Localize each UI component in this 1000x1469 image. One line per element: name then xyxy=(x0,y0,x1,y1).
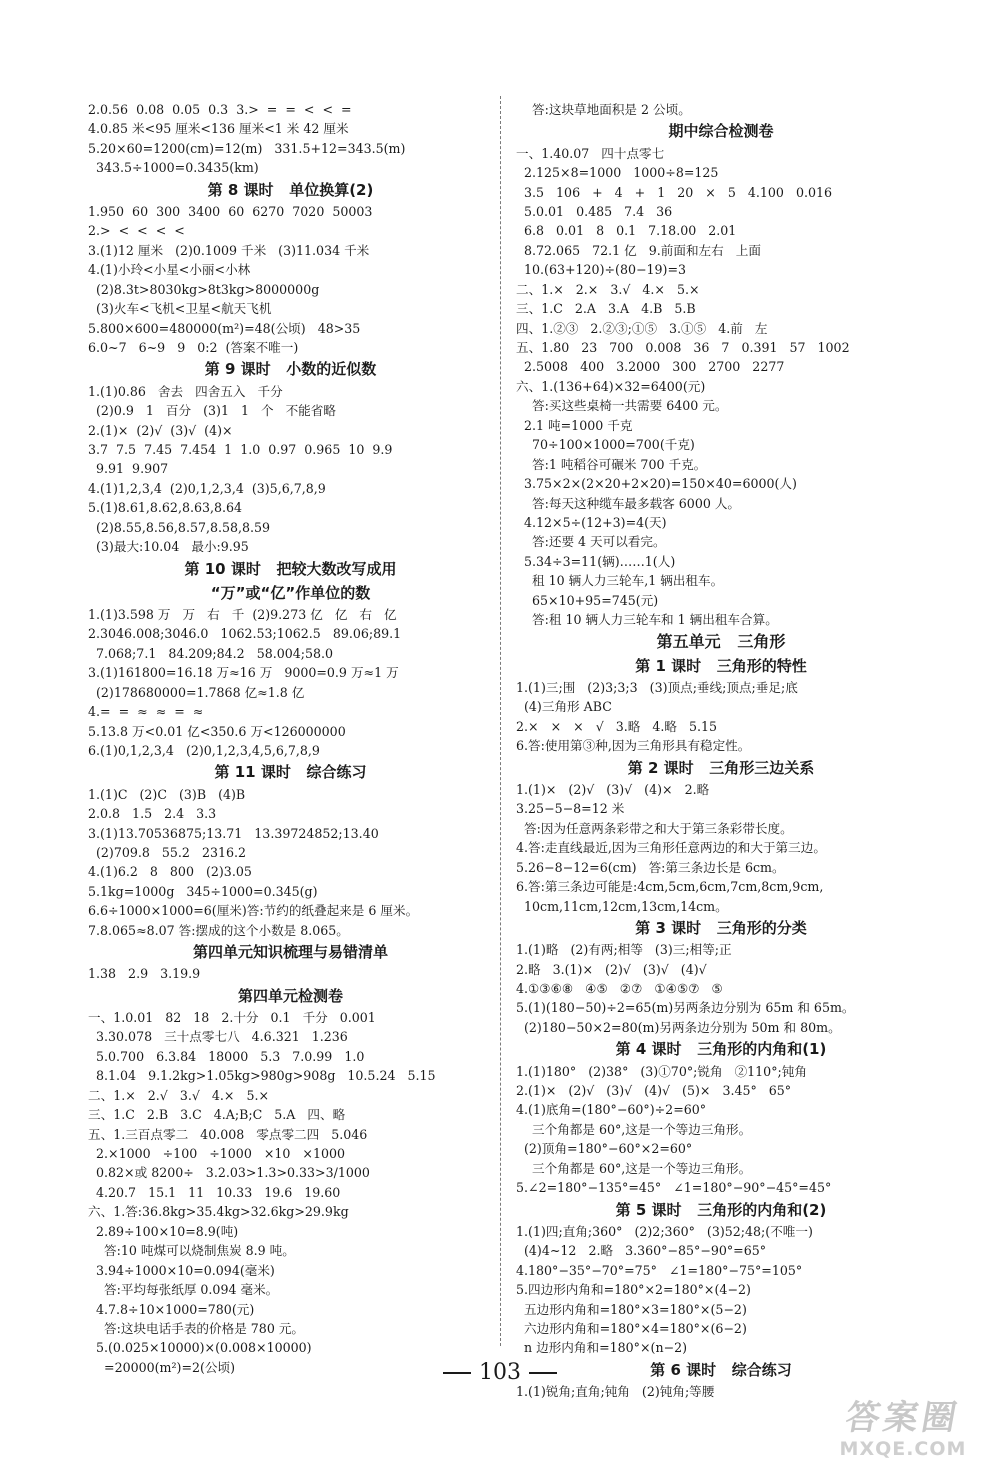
answer-line: 5.四边形内角和=180°×2=180°×(4−2) xyxy=(516,1282,751,1298)
answer-line: 三、1.C 2.B 3.C 4.A;B;C 5.A 四、略 xyxy=(88,1107,346,1123)
right-column xyxy=(516,100,926,1401)
answer-line: 五、1.80 23 700 0.008 36 7 0.391 57 1002 xyxy=(516,340,850,355)
answer-line: 六、1.(136+64)×32=6400(元) xyxy=(516,378,706,394)
section-heading: 第 5 课时 三角形的内角和(2) xyxy=(615,1200,827,1219)
watermark-logo xyxy=(818,1398,988,1462)
answer-line: 6.0~7 6~9 9 0:2 (答案不唯一) xyxy=(88,340,299,355)
answer-line: 5.0.01 0.485 7.4 36 xyxy=(516,203,673,219)
answer-line: 70÷100×1000=700(千克) xyxy=(516,437,695,453)
answer-line: (3)最大:10.04 最小:9.95 xyxy=(88,539,249,555)
answer-line: 2.× × × √ 3.略 4.略 5.15 xyxy=(516,718,718,734)
answer-line: 5.800×600=480000(m²)=48(公顷) 48>35 xyxy=(88,320,361,336)
page-number-footer xyxy=(400,1358,600,1388)
answer-line: 5.(1)(180−50)÷2=65(m)另两条边分别为 65m 和 65m。 xyxy=(516,1000,855,1016)
answer-line: 二、1.× 2.× 3.√ 4.× 5.× xyxy=(516,281,700,297)
answer-line: 3.(1)161800=16.18 万≈16 万 9000=0.9 万≈1 万 xyxy=(88,665,399,681)
answer-line: 二、1.× 2.√ 3.√ 4.× 5.× xyxy=(88,1087,270,1103)
answer-line: 六边形内角和=180°×4=180°×(6−2) xyxy=(516,1320,747,1336)
answer-line: 6.答:第三条边可能是:4cm,5cm,6cm,7cm,8cm,9cm, xyxy=(516,879,824,895)
section-heading: 第四单元检测卷 xyxy=(237,986,343,1005)
answer-line: 3.7 7.5 7.45 7.454 1 1.0 0.97 0.965 10 9.9 xyxy=(88,441,393,457)
answer-line: 答:因为任意两条彩带之和大于第三条彩带长度。 xyxy=(516,820,793,836)
answer-line: 5.∠2=180°−135°=45° ∠1=180°−90°−45°=45° xyxy=(516,1180,832,1196)
watermark-url: MXQE.COM xyxy=(839,1438,967,1460)
section-heading: 第 9 课时 小数的近似数 xyxy=(204,360,377,379)
answer-line: 4.= = ≈ ≈ = ≈ xyxy=(88,704,204,720)
answer-line: 2.略 3.(1)× (2)√ (3)√ (4)√ xyxy=(516,961,707,977)
answer-line: 1.(1)锐角;直角;钝角 (2)钝角;等腰 xyxy=(516,1384,715,1399)
answer-line: 五边形内角和=180°×3=180°×(5−2) xyxy=(516,1301,747,1317)
section-heading: “万”或“亿”作单位的数 xyxy=(210,583,371,602)
page-number-dash-right xyxy=(529,1372,557,1374)
answer-line: 2.> < < < < xyxy=(88,223,185,239)
section-heading: 第 3 课时 三角形的分类 xyxy=(635,918,807,937)
answer-line: 6.(1)0,1,2,3,4 (2)0,1,2,3,4,5,6,7,8,9 xyxy=(88,743,320,758)
section-heading: 期中综合检测卷 xyxy=(668,122,774,141)
answer-line: (2)0.9 1 百分 (3)1 1 个 不能省略 xyxy=(88,403,336,419)
answer-line: 1.(1)三;围 (2)3;3;3 (3)顶点;垂线;顶点;垂足;底 xyxy=(516,679,798,695)
answer-line: 一、1.40.07 四十点零七 xyxy=(516,145,665,161)
answer-line: 3.25−5−8=12 米 xyxy=(516,801,625,817)
answer-line: 5.26−8−12=6(cm) 答:第三条边长是 6cm。 xyxy=(516,859,785,875)
section-heading: 第 6 课时 综合练习 xyxy=(650,1360,792,1379)
watermark-logo-text: 答案圈 xyxy=(842,1398,964,1438)
answer-line: 1.(1)180° (2)38° (3)①70°;锐角 ②110°;钝角 xyxy=(516,1063,807,1079)
answer-line: 3.5 106 + 4 + 1 20 × 5 4.100 0.016 xyxy=(516,184,832,200)
answer-line: 2.5008 400 3.2000 300 2700 2277 xyxy=(516,359,785,375)
answer-line: (2)8.55,8.56,8.57,8.58,8.59 xyxy=(88,519,271,535)
left-column xyxy=(88,100,493,1377)
section-heading: 第 10 课时 把较大数改写成用 xyxy=(184,559,397,578)
answer-line: 2.1 吨=1000 千克 xyxy=(516,417,633,433)
answer-line: 0.82×或 8200÷ 3.2.03>1.3>0.33>3/1000 xyxy=(88,1165,370,1181)
section-heading: 第五单元 三角形 xyxy=(656,631,786,651)
answer-line: 4.①③⑥⑧ ④⑤ ②⑦ ①④⑤⑦ ⑤ xyxy=(516,981,723,996)
answer-line: (2)178680000=1.7868 亿≈1.8 亿 xyxy=(88,684,305,700)
answer-line: 4.(1)1,2,3,4 (2)0,1,2,3,4 (3)5,6,7,8,9 xyxy=(88,480,326,496)
answer-line: 答:租 10 辆人力三轮车和 1 辆出租车合算。 xyxy=(516,612,778,628)
answer-line: 答:平均每张纸厚 0.094 毫米。 xyxy=(88,1282,279,1298)
page-number-dash-left xyxy=(443,1372,471,1374)
section-heading: 第 11 课时 综合练习 xyxy=(214,763,367,782)
answer-line: 1.(1)略 (2)有两;相等 (3)三;相等;正 xyxy=(516,942,732,958)
answer-line: 2.×1000 ÷100 ÷1000 ×10 ×1000 xyxy=(88,1146,346,1161)
answer-line: =20000(m²)=2(公顷) xyxy=(88,1359,236,1375)
section-heading: 第 8 课时 单位换算(2) xyxy=(207,180,374,199)
page-number: 103 xyxy=(479,1360,521,1385)
answer-line: 2.89÷100×10=8.9(吨) xyxy=(88,1223,239,1239)
answer-line: 2.3046.008;3046.0 1062.53;1062.5 89.06;89.1 xyxy=(88,626,402,642)
answer-line: 2.(1)× (2)√ (3)√ (4)× xyxy=(88,422,233,438)
answer-line: 答:买这些桌椅一共需要 6400 元。 xyxy=(516,398,728,414)
section-heading: 第 1 课时 三角形的特性 xyxy=(635,656,807,675)
answer-line: 三个角都是 60°,这是一个等边三角形。 xyxy=(516,1121,752,1137)
answer-line: (2)709.8 55.2 2316.2 xyxy=(88,844,247,860)
answer-line: 8.72.065 72.1 亿 9.前面和左右 上面 xyxy=(516,242,761,258)
answer-line: 5.(1)8.61,8.62,8.63,8.64 xyxy=(88,500,243,516)
answer-line: 7.068;7.1 84.209;84.2 58.004;58.0 xyxy=(88,645,334,661)
answer-line: 3.(1)12 厘米 (2)0.1009 千米 (3)11.034 千米 xyxy=(88,242,370,258)
answer-line: 4.答:走直线最近,因为三角形任意两边的和大于第三边。 xyxy=(516,840,826,856)
answer-line: (3)火车<飞机<卫星<航天飞机 xyxy=(88,301,272,317)
answer-line: 答:1 吨稻谷可碾米 700 千克。 xyxy=(516,456,707,472)
section-heading: 第 4 课时 三角形的内角和(1) xyxy=(615,1040,827,1059)
section-heading: 第四单元知识梳理与易错清单 xyxy=(192,943,388,962)
answer-line: 1.(1)3.598 万 万 右 千 (2)9.273 亿 亿 右 亿 xyxy=(88,606,397,622)
answer-line: 1.(1)× (2)√ (3)√ (4)× 2.略 xyxy=(516,781,710,797)
column-divider xyxy=(500,96,501,1346)
answer-line: 5.0.700 6.3.84 18000 5.3 7.0.99 1.0 xyxy=(88,1048,365,1064)
answer-line: 4.(1)6.2 8 800 (2)3.05 xyxy=(88,864,252,880)
answer-line: 答:10 吨煤可以烧制焦炭 8.9 吨。 xyxy=(88,1243,295,1259)
answer-line: 4.0.85 米<95 厘米<136 厘米<1 米 42 厘米 xyxy=(88,121,349,137)
answer-line: 4.12×5÷(12+3)=4(天) xyxy=(516,514,667,530)
answer-line: 1.950 60 300 3400 60 6270 7020 50003 xyxy=(88,203,373,219)
answer-line: 答:这块草地面积是 2 公顷。 xyxy=(516,102,691,117)
answer-line: 3.94÷1000×10=0.094(毫米) xyxy=(88,1262,275,1278)
answer-line: 1.(1)C (2)C (3)B (4)B xyxy=(88,786,246,802)
answer-line: 5.20×60=1200(cm)=12(m) 331.5+12=343.5(m) xyxy=(88,140,406,156)
answer-line: 4.(1)底角=(180°−60°)÷2=60° xyxy=(516,1102,707,1118)
answer-line: 5.34÷3=11(辆)……1(人) xyxy=(516,553,676,569)
section-heading: 第 2 课时 三角形三边关系 xyxy=(627,758,815,777)
answer-line: (4)4~12 2.略 3.360°−85°−90°=65° xyxy=(516,1243,767,1259)
answer-line: 10cm,11cm,12cm,13cm,14cm。 xyxy=(516,898,728,914)
answer-line: 3.75×2×(2×20+2×20)=150×40=6000(人) xyxy=(516,476,797,492)
answer-line: 5.(0.025×10000)×(0.008×10000) xyxy=(88,1340,312,1356)
answer-line: n 边形内角和=180°×(n−2) xyxy=(516,1340,688,1356)
answer-line: 1.(1)0.86 舍去 四舍五入 千分 xyxy=(88,383,283,399)
answer-line: 三、1.C 2.A 3.A 4.B 5.B xyxy=(516,301,696,317)
answer-line: 2.(1)× (2)√ (3)√ (4)√ (5)× 3.45° 65° xyxy=(516,1082,792,1098)
answer-line: 1.38 2.9 3.19.9 xyxy=(88,966,201,982)
answer-line: 4.20.7 15.1 11 10.33 19.6 19.60 xyxy=(88,1184,341,1200)
answer-line: (2)8.3t>8030kg>8t3kg>8000000g xyxy=(88,281,320,297)
answer-line: 3.30.078 三十点零七八 4.6.321 1.236 xyxy=(88,1029,348,1045)
answer-line: (2)顶角=180°−60°×2=60° xyxy=(516,1141,693,1157)
answer-line: 4.(1)小玲<小星<小丽<小林 xyxy=(88,262,251,278)
answer-line: (4)三角形 ABC xyxy=(516,699,612,715)
answer-line: 4.7.8÷10×1000=780(元) xyxy=(88,1301,255,1317)
answer-line: 2.0.56 0.08 0.05 0.3 3.> = = < < = xyxy=(88,102,352,117)
answer-line: (2)180−50×2=80(m)另两条边分别为 50m 和 80m。 xyxy=(516,1019,841,1035)
answer-line: 6.答:使用第③种,因为三角形具有稳定性。 xyxy=(516,738,751,754)
answer-line: 四、1.②③ 2.②③;①⑤ 3.①⑤ 4.前 左 xyxy=(516,320,768,336)
answer-line: 9.91 9.907 xyxy=(88,461,169,477)
answer-line: 2.125×8=1000 1000÷8=125 xyxy=(516,165,719,181)
answer-line: 答:每天这种缆车最多载客 6000 人。 xyxy=(516,495,741,511)
answer-line: 6.8 0.01 8 0.1 7.18.00 2.01 xyxy=(516,223,737,239)
answer-line: 4.180°−35°−70°=75° ∠1=180°−75°=105° xyxy=(516,1262,803,1278)
answer-line: 7.8.065≈8.07 答:摆成的这个小数是 8.065。 xyxy=(88,922,349,938)
answer-line: 8.1.04 9.1.2kg>1.05kg>980g>908g 10.5.24 5.15 xyxy=(88,1068,436,1084)
answer-line: 一、1.0.01 82 18 2.十分 0.1 千分 0.001 xyxy=(88,1009,376,1025)
answer-line: 1.(1)四;直角;360° (2)2;360° (3)52;48;(不唯一) xyxy=(516,1223,813,1239)
answer-line: 2.0.8 1.5 2.4 3.3 xyxy=(88,806,217,822)
answer-line: 10.(63+120)÷(80−19)=3 xyxy=(516,262,687,278)
answer-line: 三个角都是 60°,这是一个等边三角形。 xyxy=(516,1160,752,1176)
answer-line: 答:还要 4 天可以看完。 xyxy=(516,534,666,550)
answer-line: 6.6÷1000×1000=6(厘米)答:节约的纸叠起来是 6 厘米。 xyxy=(88,903,419,919)
answer-line: 343.5÷1000=0.3435(km) xyxy=(88,160,259,176)
answer-line: 5.13.8 万<0.01 亿<350.6 万<126000000 xyxy=(88,723,346,739)
answer-line: 答:这块电话手表的价格是 780 元。 xyxy=(88,1320,305,1336)
answer-line: 租 10 辆人力三轮车,1 辆出租车。 xyxy=(516,573,724,589)
answer-line: 65×10+95=745(元) xyxy=(516,592,659,608)
answer-line: 六、1.答:36.8kg>35.4kg>32.6kg>29.9kg xyxy=(88,1204,349,1220)
answer-line: 五、1.三百点零二 40.008 零点零二四 5.046 xyxy=(88,1126,368,1142)
answer-line: 3.(1)13.70536875;13.71 13.39724852;13.40 xyxy=(88,825,379,841)
answer-line: 5.1kg=1000g 345÷1000=0.345(g) xyxy=(88,883,318,899)
